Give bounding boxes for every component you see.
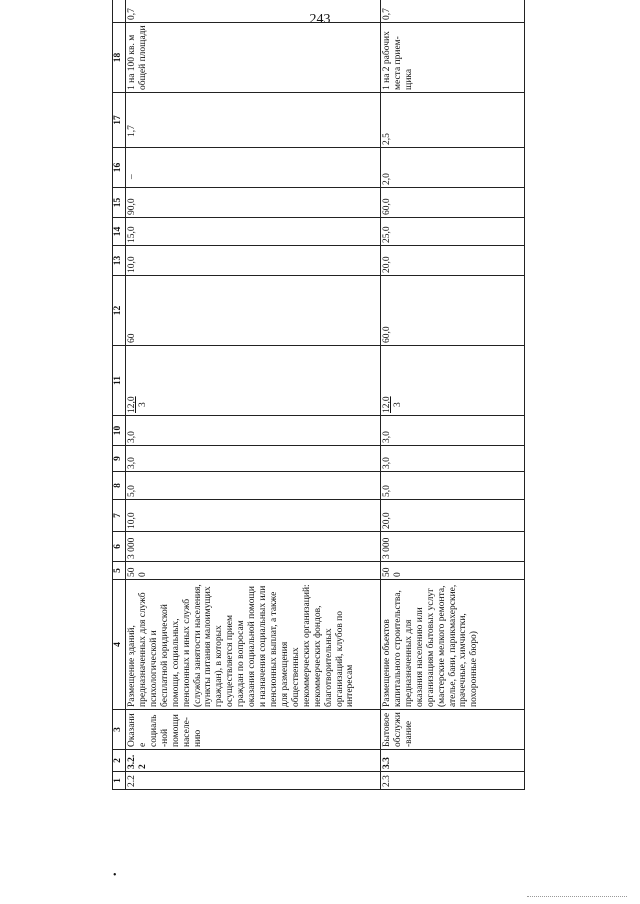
- cell-value: 60,0: [381, 188, 525, 218]
- header-row: [113, 0, 126, 790]
- cell-parking: 1 на 100 кв. м общей площади: [126, 23, 381, 93]
- stray-mark: •: [113, 870, 117, 881]
- cell-value: –: [126, 148, 381, 188]
- cell-value: 10,0: [126, 246, 381, 276]
- cell-value: 3,0: [381, 416, 525, 446]
- col-header: 3: [113, 710, 126, 750]
- land-use-table: [112, 0, 525, 790]
- cell-value: 500: [126, 562, 381, 580]
- cell-code: 3.2.2: [126, 750, 381, 772]
- fraction-numerator: 12,0: [127, 396, 137, 413]
- cell-parking: 1 на 2 рабочих места прием-щика: [381, 23, 525, 93]
- cell-code: 3.3: [381, 750, 525, 772]
- cell-fraction: [381, 346, 525, 416]
- col-header: 14: [113, 218, 126, 246]
- cell-index: 2.2: [126, 772, 381, 790]
- cell-index: 2.3: [381, 772, 525, 790]
- cell-value: 10,0: [126, 500, 381, 532]
- col-header: 15: [113, 188, 126, 218]
- cell-fraction: [126, 346, 381, 416]
- cell-value: 500: [381, 562, 525, 580]
- col-header: 1: [113, 772, 126, 790]
- col-header: 5: [113, 562, 126, 580]
- cell-description: Размещение объектов капитального строительства, предназначенных для оказания населению или организациям бытовых услуг (мастерские мелкого ремонта, ателье, бани, парикмахерские, прачечные, химчистки, похоронные бюро): [381, 580, 525, 710]
- table-row: [381, 0, 525, 790]
- cell-value: 0,7: [126, 0, 381, 23]
- cell-value: 3 000: [381, 532, 525, 562]
- col-header: 7: [113, 500, 126, 532]
- col-header: 8: [113, 472, 126, 500]
- cell-value: 5,0: [381, 472, 525, 500]
- cell-description: Размещение зданий, предназначенных для служб психологической и бесплатной юридической помощи, социальных, пенсионных и иных служб (службы занятости населения, пункты питания малоимущих граждан), в которых осуществляется прием граждан по вопросам оказания социальной помощи и назначения социальных или пенсионных выплат, а также для размещения общественных некоммерческих организаций: некоммерческих фондов, благотворительных организаций, клубов по интересам: [126, 580, 381, 710]
- col-header: 18: [113, 23, 126, 93]
- cell-value: 25,0: [381, 218, 525, 246]
- col-header: 10: [113, 416, 126, 446]
- cell-value: 3,0: [381, 446, 525, 472]
- col-header: [113, 0, 126, 23]
- col-header: 13: [113, 246, 126, 276]
- cell-value: 3,0: [126, 416, 381, 446]
- table-row: [126, 0, 381, 790]
- cell-value: 5,0: [126, 472, 381, 500]
- cell-value: 60,0: [381, 276, 525, 346]
- cell-value: 15,0: [126, 218, 381, 246]
- col-header: 17: [113, 93, 126, 148]
- cell-value: 3 000: [126, 532, 381, 562]
- cell-value: 90,0: [126, 188, 381, 218]
- col-header: 6: [113, 532, 126, 562]
- cell-value: 20,0: [381, 246, 525, 276]
- fraction-denominator: 3: [137, 402, 148, 407]
- col-header: 4: [113, 580, 126, 710]
- fraction-denominator: 3: [392, 402, 403, 407]
- col-header: 9: [113, 446, 126, 472]
- cell-value: 60: [126, 276, 381, 346]
- cell-name: Оказание социаль-ной помощи населе-нию: [126, 710, 381, 750]
- col-header: 11: [113, 346, 126, 416]
- cell-value: 20,0: [381, 500, 525, 532]
- page-number: 243: [309, 12, 331, 27]
- fraction-numerator: 12,0: [382, 396, 392, 413]
- cell-value: 3,0: [126, 446, 381, 472]
- footer-rule: [527, 896, 627, 897]
- col-header: 12: [113, 276, 126, 346]
- col-header: 2: [113, 750, 126, 772]
- cell-value: 2,5: [381, 93, 525, 148]
- cell-name: Бытовое обслужи-вание: [381, 710, 525, 750]
- col-header: 16: [113, 148, 126, 188]
- cell-value: 1,7: [126, 93, 381, 148]
- cell-value: 0,7: [381, 0, 525, 23]
- cell-value: 2,0: [381, 148, 525, 188]
